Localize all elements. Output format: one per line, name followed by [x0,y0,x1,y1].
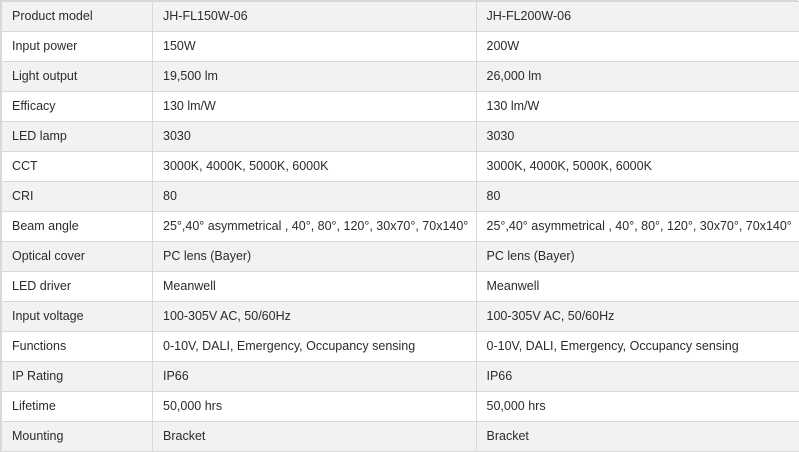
table-row [2,242,799,272]
row-value-cell-b: JH-FL200W-06 [476,2,799,32]
row-value-cell-a: 3030 [153,122,477,152]
row-value-cell-b: 26,000 lm [476,62,799,92]
row-label-cell: Mounting [2,422,153,452]
table-row [2,152,799,182]
row-value-cell-b: 100-305V AC, 50/60Hz [476,302,799,332]
row-label-cell: Optical cover [2,242,153,272]
row-value-cell-a: 80 [153,182,477,212]
table-row [2,302,799,332]
row-label-cell: Light output [2,62,153,92]
row-label-cell: Beam angle [2,212,153,242]
row-label-cell: IP Rating [2,362,153,392]
row-label-cell: Efficacy [2,92,153,122]
row-label-cell: LED driver [2,272,153,302]
row-value-cell-a: JH-FL150W-06 [153,2,477,32]
row-value-cell-b: IP66 [476,362,799,392]
row-label-cell: CRI [2,182,153,212]
table-row [2,392,799,422]
row-value-cell-a: Meanwell [153,272,477,302]
table-row [2,332,799,362]
row-value-cell-a: 3000K, 4000K, 5000K, 6000K [153,152,477,182]
table-row [2,92,799,122]
row-value-cell-b: 200W [476,32,799,62]
row-value-cell-a: 50,000 hrs [153,392,477,422]
row-value-cell-a: 19,500 lm [153,62,477,92]
row-value-cell-a: Bracket [153,422,477,452]
row-label-cell: Input power [2,32,153,62]
table-row [2,362,799,392]
row-value-cell-b: 80 [476,182,799,212]
row-value-cell-a: 100-305V AC, 50/60Hz [153,302,477,332]
table-row [2,62,799,92]
row-label-cell: Lifetime [2,392,153,422]
row-value-cell-a: 0-10V, DALI, Emergency, Occupancy sensing [153,332,477,362]
row-value-cell-a: PC lens (Bayer) [153,242,477,272]
row-label-cell: LED lamp [2,122,153,152]
table-row [2,32,799,62]
row-value-cell-b: 3030 [476,122,799,152]
table-row [2,422,799,452]
row-value-cell-a: IP66 [153,362,477,392]
table-row [2,212,799,242]
row-value-cell-b: 3000K, 4000K, 5000K, 6000K [476,152,799,182]
table-row [2,2,799,32]
row-value-cell-b: 0-10V, DALI, Emergency, Occupancy sensing [476,332,799,362]
row-label-cell: Product model [2,2,153,32]
row-value-cell-b: PC lens (Bayer) [476,242,799,272]
row-label-cell: CCT [2,152,153,182]
row-value-cell-b: 50,000 hrs [476,392,799,422]
row-value-cell-b: 25°,40° asymmetrical , 40°, 80°, 120°, 30x70°, 70x140° [476,212,799,242]
row-value-cell-b: Meanwell [476,272,799,302]
table-row [2,122,799,152]
row-value-cell-a: 150W [153,32,477,62]
row-value-cell-b: Bracket [476,422,799,452]
row-label-cell: Functions [2,332,153,362]
row-value-cell-b: 130 lm/W [476,92,799,122]
row-value-cell-a: 25°,40° asymmetrical , 40°, 80°, 120°, 30x70°, 70x140° [153,212,477,242]
row-label-cell: Input voltage [2,302,153,332]
row-value-cell-a: 130 lm/W [153,92,477,122]
table-row [2,182,799,212]
specification-table-body [2,2,799,452]
table-row [2,272,799,302]
specification-table [1,1,799,452]
